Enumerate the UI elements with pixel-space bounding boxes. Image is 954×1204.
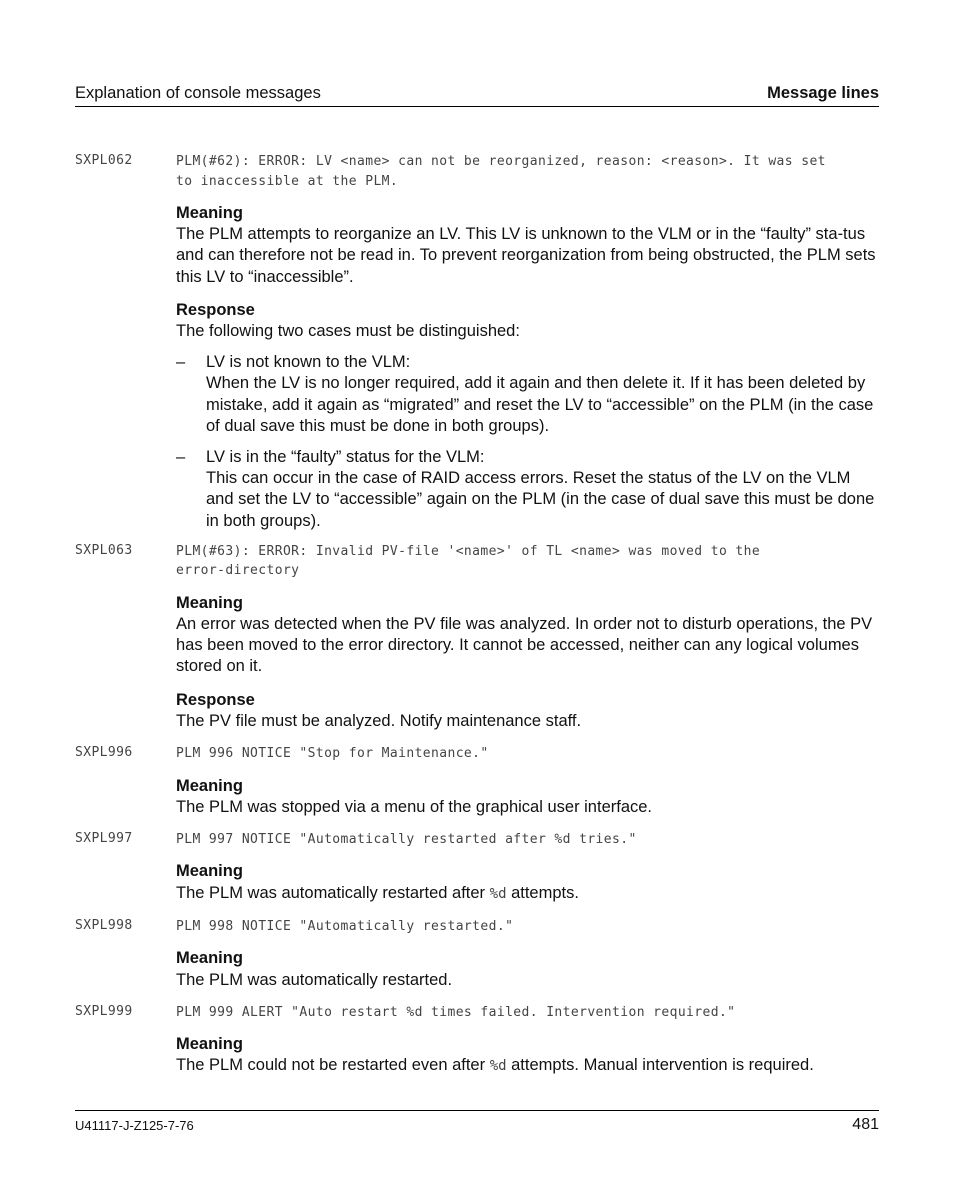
meaning-heading: Meaning: [176, 862, 243, 881]
case-text: This can occur in the case of RAID access errors. Reset the status of the LV on the VLM and set the LV to “accessible” again on the PLM (in the case of dual save this must be done in both groups).: [206, 469, 875, 530]
message-entry-sxpl996: [75, 744, 879, 818]
meaning-text: [176, 883, 879, 905]
case-heading: LV is not known to the VLM:: [206, 353, 411, 372]
message-text: PLM(#63): ERROR: Invalid PV-file '<name>' of TL <name> was moved to the error-directory: [176, 543, 761, 579]
message-text: PLM 999 ALERT "Auto restart %d times failed. Intervention required.": [176, 1004, 736, 1020]
message-code: SXPL063: [75, 542, 133, 558]
placeholder-code: %d: [489, 1058, 507, 1075]
message-entry-sxpl998: [75, 917, 879, 991]
meaning-text-end: attempts.: [506, 883, 579, 902]
meaning-text-end: attempts. Manual intervention is required.: [506, 1056, 814, 1075]
message-code: SXPL998: [75, 917, 133, 933]
meaning-text: The PLM was stopped via a menu of the graphical user interface.: [176, 797, 653, 816]
message-text: PLM 998 NOTICE "Automatically restarted.": [176, 918, 514, 934]
list-item: [176, 447, 879, 532]
page-footer: [75, 1110, 879, 1133]
response-text: The PV file must be analyzed. Notify maintenance staff.: [176, 711, 582, 730]
meaning-text: An error was detected when the PV file was analyzed. In order not to disturb operations, the PV has been moved to the error directory. It cannot be accessed, neither can any logical volumes stored on it.: [176, 615, 873, 676]
meaning-text: [176, 1055, 879, 1077]
meaning-text-start: The PLM could not be restarted even after: [176, 1056, 490, 1075]
response-text: The following two cases must be distinguished:: [176, 322, 520, 341]
case-heading: LV is in the “faulty” status for the VLM:: [206, 448, 485, 467]
header-chapter-title: Message lines: [767, 84, 879, 102]
document-number: U41117-J-Z125-7-76: [75, 1118, 194, 1133]
meaning-heading: Meaning: [176, 776, 243, 795]
list-dash: –: [176, 448, 186, 467]
case-list: [176, 352, 879, 532]
list-item: [176, 352, 879, 437]
message-code: SXPL999: [75, 1003, 133, 1019]
response-heading: Response: [176, 300, 255, 319]
message-text: PLM 996 NOTICE "Stop for Maintenance.": [176, 746, 489, 762]
meaning-heading: Meaning: [176, 1035, 243, 1054]
message-code: SXPL997: [75, 830, 133, 846]
message-text: PLM(#62): ERROR: LV <name> can not be reorganized, reason: <reason>. It was set to inaccessible at the PLM.: [176, 154, 826, 189]
list-dash: –: [176, 353, 186, 372]
page-number: 481: [852, 1116, 879, 1133]
header-section-title: Explanation of console messages: [75, 84, 321, 102]
meaning-text-start: The PLM was automatically restarted after: [176, 883, 490, 902]
message-entry-sxpl999: [75, 1003, 879, 1078]
response-heading: Response: [176, 690, 255, 709]
message-code: SXPL062: [75, 153, 133, 168]
message-entry-sxpl063: [75, 542, 879, 732]
message-text: PLM 997 NOTICE "Automatically restarted after %d tries.": [176, 831, 637, 847]
placeholder-code: %d: [489, 885, 507, 902]
message-code: SXPL996: [75, 745, 133, 761]
meaning-text: The PLM was automatically restarted.: [176, 970, 453, 989]
message-list: [75, 152, 879, 1078]
message-entry-sxpl997: [75, 830, 879, 905]
meaning-text: The PLM attempts to reorganize an LV. This LV is unknown to the VLM or in the “faulty” sta-tus and can therefore not be read in. To prevent reorganization from being obstructed, the PLM sets this LV to “inaccessible”.: [176, 225, 876, 286]
document-page: [75, 0, 879, 1204]
page-header: [75, 84, 879, 107]
message-entry-sxpl062: [75, 152, 879, 532]
meaning-heading: Meaning: [176, 949, 243, 968]
meaning-heading: Meaning: [176, 204, 243, 222]
case-text: When the LV is no longer required, add it again and then delete it. If it has been deleted by mistake, add it again as “migrated” and reset the LV to “accessible” on the PLM (in the case of dual save this must be done in both groups).: [206, 374, 874, 435]
meaning-heading: Meaning: [176, 593, 243, 612]
